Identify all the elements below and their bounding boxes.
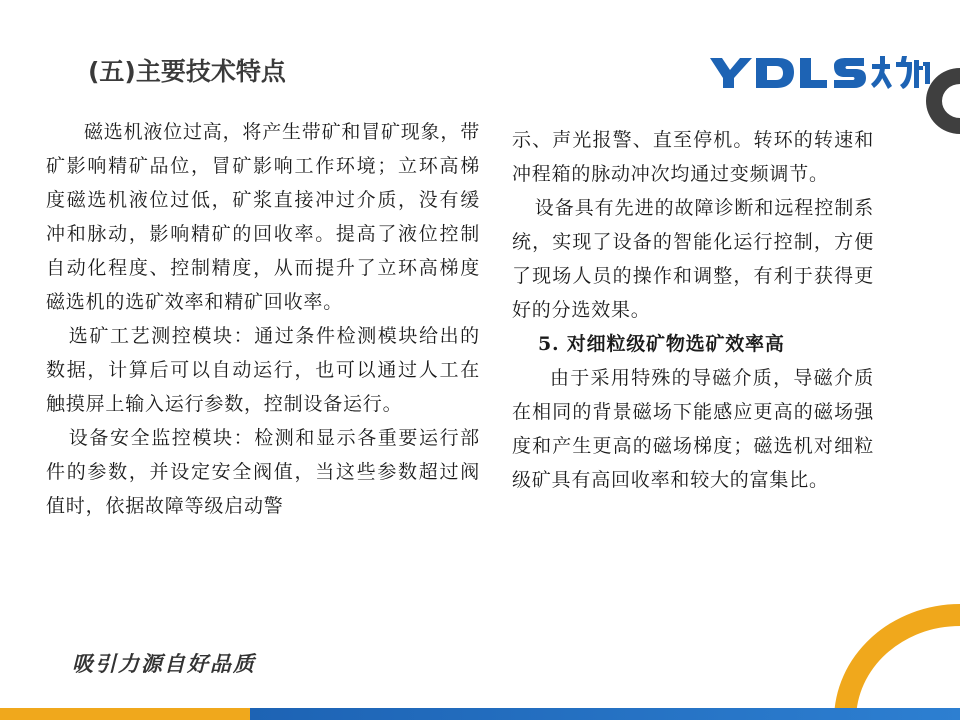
corner-arc-icon (834, 604, 960, 720)
corner-arc-icon (926, 68, 960, 134)
paragraph-magnetic-medium: 由于采用特殊的导磁介质，导磁介质在相同的背景磁场下能感应更高的磁场强度和产生更高的磁场梯度；磁选机对细粒级矿具有高回收率和较大的富集比。 (512, 367, 874, 491)
footer-bar (0, 708, 960, 720)
footer-bar-gold (0, 708, 250, 720)
paragraph-alarm-continuation: 示、声光报警、直至停机。转环的转速和冲程箱的脉动冲次均通过变频调节。 (512, 129, 874, 185)
right-text-column (512, 123, 874, 497)
left-text-column (46, 115, 480, 523)
slide-title: (五)主要技术特点 (88, 57, 286, 86)
footer-bar-blue (250, 708, 960, 720)
paragraph-safety-monitor: 设备安全监控模块：检测和显示各重要运行部件的参数，并设定安全阀值，当这些参数超过阀值时，依据故障等级启动警 (46, 427, 480, 517)
ydls-logo-icon (706, 52, 932, 92)
brand-slogan: 吸引力源自好品质 (72, 651, 256, 676)
paragraph-fault-diagnosis: 设备具有先进的故障诊断和远程控制系统，实现了设备的智能化运行控制，方便了现场人员的操作和调整，有利于获得更好的分选效果。 (512, 197, 874, 321)
section-heading-fine-particle: 5. 对细粒级矿物选矿效率高 (538, 333, 785, 355)
paragraph-liquid-level: 磁选机液位过高，将产生带矿和冒矿现象，带矿影响精矿品位，冒矿影响工作环境；立环高梯度磁选机液位过低，矿浆直接冲过介质，没有缓冲和脉动，影响精矿的回收率。提高了液位控制自动化程度、控制精度，从而提升了立环高梯度磁选机的选矿效率和精矿回收率。 (46, 121, 481, 313)
paragraph-process-control: 选矿工艺测控模块：通过条件检测模块给出的数据，计算后可以自动运行，也可以通过人工在触摸屏上输入运行参数，控制设备运行。 (46, 325, 480, 415)
